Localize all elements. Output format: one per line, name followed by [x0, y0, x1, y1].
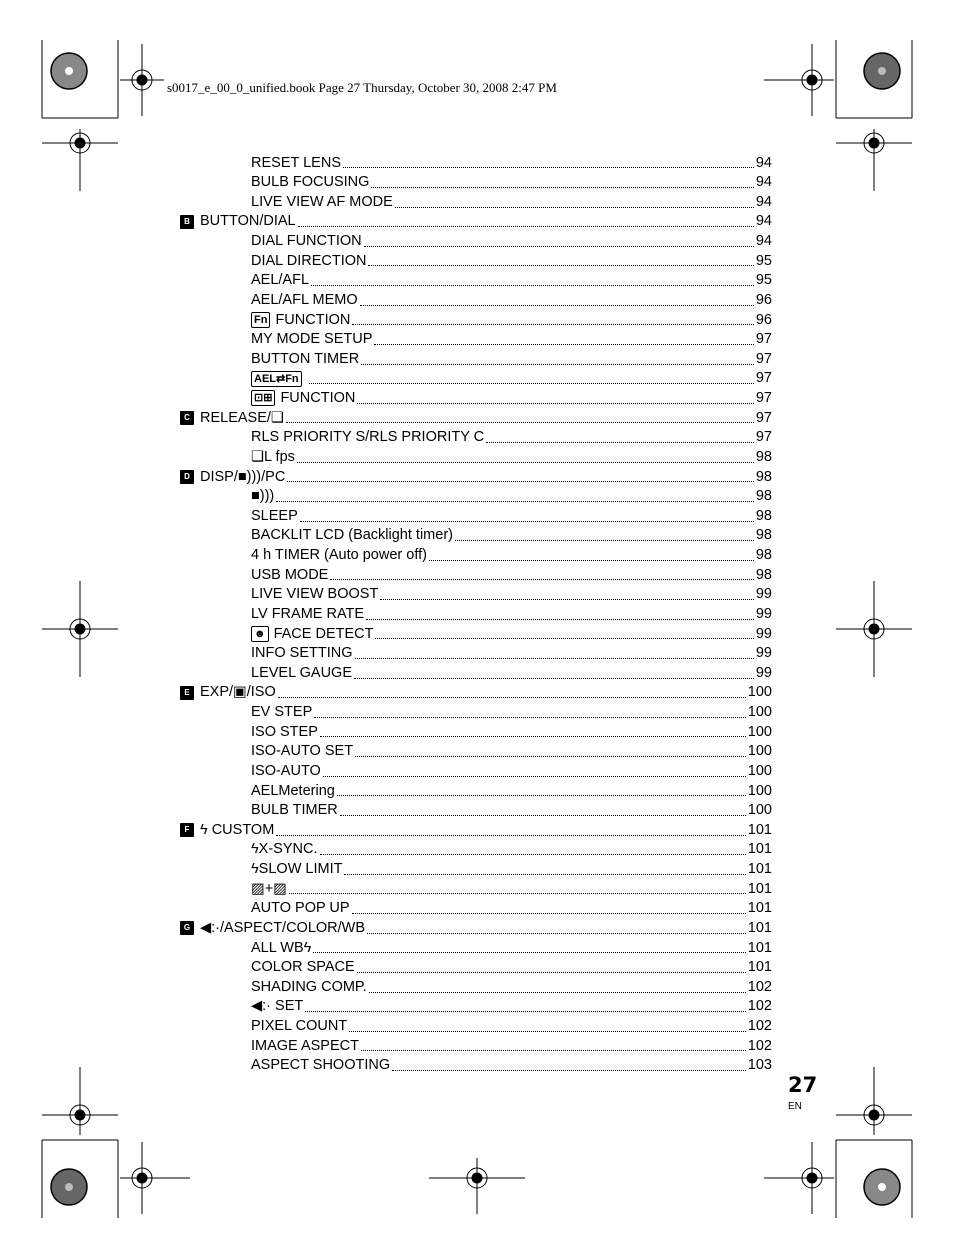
toc-label: INFO SETTING	[251, 645, 353, 662]
dot-leader	[309, 383, 754, 384]
dot-leader	[354, 678, 754, 679]
toc-subentry[interactable]	[180, 565, 772, 585]
toc-page-number: 101	[747, 841, 772, 858]
toc-subentry[interactable]	[180, 173, 772, 193]
toc-subentry[interactable]	[180, 447, 772, 467]
toc-page-number: 100	[747, 782, 772, 799]
toc-label: BULB FOCUSING	[251, 174, 370, 191]
toc-subentry[interactable]	[180, 487, 772, 507]
toc-page-number: 98	[755, 468, 772, 485]
toc-subentry[interactable]	[180, 290, 772, 310]
toc-page-number: 94	[755, 174, 772, 191]
toc-subentry[interactable]	[180, 761, 772, 781]
dot-leader	[305, 1011, 746, 1012]
toc-label: ISO STEP	[251, 723, 318, 740]
toc-subentry[interactable]	[180, 742, 772, 762]
toc-label: LIVE VIEW AF MODE	[251, 193, 393, 210]
toc-subentry[interactable]	[180, 428, 772, 448]
toc-page-number: 97	[755, 350, 772, 367]
print-header: s0017_e_00_0_unified.book Page 27 Thursday, October 30, 2008 2:47 PM	[167, 80, 557, 95]
toc-label: MY MODE SETUP	[251, 331, 373, 348]
button-icon: Fn	[251, 312, 270, 328]
toc-label: ◀:· SET	[251, 998, 304, 1015]
toc-page-number: 100	[747, 704, 772, 721]
dot-leader	[352, 324, 753, 325]
toc-subentry[interactable]	[180, 977, 772, 997]
toc-page-number: 94	[755, 213, 772, 230]
toc-subentry[interactable]	[180, 546, 772, 566]
dot-leader	[320, 736, 746, 737]
toc-label: ◀:·/ASPECT/COLOR/WB	[200, 919, 366, 936]
dot-leader	[357, 972, 746, 973]
toc-section[interactable]	[180, 918, 772, 938]
dot-leader	[429, 560, 754, 561]
dot-leader	[343, 167, 754, 168]
toc-page-number: 102	[747, 998, 772, 1015]
toc-page-number: 95	[755, 272, 772, 289]
dot-leader	[361, 364, 754, 365]
dot-leader	[278, 697, 746, 698]
dot-leader	[298, 226, 754, 227]
toc-label: LV FRAME RATE	[251, 605, 365, 622]
toc-label: 4 h TIMER (Auto power off)	[251, 547, 427, 564]
toc-label: ISO-AUTO	[251, 762, 321, 779]
toc-section[interactable]	[180, 212, 772, 232]
toc-page-number: 98	[755, 527, 772, 544]
toc-label: BACKLIT LCD (Backlight timer)	[251, 527, 453, 544]
dot-leader	[369, 992, 746, 993]
toc-label: ϟX-SYNC.	[251, 841, 318, 858]
toc-subentry[interactable]	[180, 860, 772, 880]
dot-leader	[361, 1050, 746, 1051]
toc-subentry[interactable]	[180, 879, 772, 899]
toc-page-number: 97	[755, 370, 772, 387]
toc-subentry[interactable]	[180, 781, 772, 801]
toc-page-number: 97	[755, 390, 772, 407]
toc-subentry[interactable]	[180, 369, 772, 389]
toc-label: ISO-AUTO SET	[251, 743, 354, 760]
toc-page-number: 94	[755, 233, 772, 250]
toc-subentry[interactable]	[180, 703, 772, 723]
dot-leader	[314, 717, 746, 718]
toc-page-number: 98	[755, 448, 772, 465]
dot-leader	[276, 835, 746, 836]
toc-subentry[interactable]	[180, 192, 772, 212]
toc-subentry[interactable]	[180, 251, 772, 271]
toc-label: LIVE VIEW BOOST	[251, 586, 379, 603]
toc-label: ❏L fps	[251, 448, 295, 465]
dot-leader	[375, 638, 753, 639]
dot-leader	[311, 285, 754, 286]
dot-leader	[287, 481, 754, 482]
dot-leader	[286, 422, 754, 423]
toc-subentry[interactable]	[180, 506, 772, 526]
toc-page-number: 101	[747, 919, 772, 936]
toc-subentry[interactable]	[180, 604, 772, 624]
toc-page-number: 99	[755, 645, 772, 662]
dot-leader	[364, 246, 754, 247]
dot-leader	[455, 540, 754, 541]
toc-page-number: 96	[755, 291, 772, 308]
dot-leader	[352, 913, 746, 914]
toc-label: BUTTON TIMER	[251, 350, 360, 367]
toc-subentry[interactable]	[180, 722, 772, 742]
toc-page-number: 95	[755, 252, 772, 269]
toc-label: USB MODE	[251, 566, 329, 583]
language-code: EN	[788, 1101, 802, 1112]
toc-subentry[interactable]	[180, 526, 772, 546]
toc-subentry[interactable]	[180, 840, 772, 860]
dot-leader	[340, 815, 746, 816]
toc-page-number: 101	[747, 959, 772, 976]
toc-label: ▨+▨	[251, 880, 287, 897]
toc-label: ■)))	[251, 488, 275, 505]
toc-page-number: 101	[747, 900, 772, 917]
toc-label: ϟSLOW LIMIT	[251, 861, 343, 878]
toc-page-number: 97	[755, 331, 772, 348]
toc-subentry[interactable]	[180, 997, 772, 1017]
section-tab-icon: B	[180, 215, 194, 229]
toc-page-number: 102	[747, 1018, 772, 1035]
toc-label: RESET LENS	[251, 154, 341, 171]
toc-page-number: 98	[755, 547, 772, 564]
toc-page-number: 100	[747, 723, 772, 740]
toc-subentry[interactable]	[180, 624, 772, 644]
toc-page-number: 103	[747, 1057, 772, 1074]
toc-page-number: 99	[755, 605, 772, 622]
section-tab-icon: F	[180, 823, 194, 837]
toc-subentry[interactable]	[180, 1036, 772, 1056]
toc-subentry[interactable]	[180, 899, 772, 919]
toc-page-number: 100	[747, 802, 772, 819]
toc-page-number: 98	[755, 507, 772, 524]
toc-page-number: 101	[747, 880, 772, 897]
toc-label: FUNCTION	[280, 390, 356, 407]
dot-leader	[297, 462, 754, 463]
dot-leader	[320, 854, 746, 855]
toc-page-number: 101	[747, 861, 772, 878]
dot-leader	[289, 893, 746, 894]
dot-leader	[395, 207, 754, 208]
toc-page-number: 94	[755, 193, 772, 210]
toc-label: LEVEL GAUGE	[251, 664, 353, 681]
dot-leader	[300, 521, 754, 522]
toc-label: IMAGE ASPECT	[251, 1037, 359, 1054]
toc-label: ALL WBϟ	[251, 939, 312, 956]
toc-label: COLOR SPACE	[251, 959, 355, 976]
toc-label: FUNCTION	[275, 311, 351, 328]
toc-page-number: 99	[755, 664, 772, 681]
toc-page-number: 99	[755, 625, 772, 642]
toc-subentry[interactable]	[180, 1056, 772, 1076]
toc-subentry[interactable]	[180, 958, 772, 978]
toc-subentry[interactable]	[180, 938, 772, 958]
dot-leader	[323, 776, 746, 777]
toc-label: DISP/■)))/PC	[200, 468, 286, 485]
dot-leader	[337, 795, 746, 796]
table-of-contents	[180, 153, 772, 1075]
toc-section[interactable]	[180, 820, 772, 840]
toc-page-number: 101	[747, 939, 772, 956]
toc-page-number: 100	[747, 743, 772, 760]
section-tab-icon: G	[180, 921, 194, 935]
dot-leader	[360, 305, 754, 306]
dot-leader	[313, 952, 745, 953]
toc-label: SLEEP	[251, 507, 298, 524]
dot-leader	[276, 501, 754, 502]
dot-leader	[368, 265, 753, 266]
dot-leader	[367, 933, 746, 934]
toc-subentry[interactable]	[180, 663, 772, 683]
section-tab-icon: C	[180, 411, 194, 425]
toc-subentry[interactable]	[180, 232, 772, 252]
toc-page-number: 96	[755, 311, 772, 328]
dot-leader	[374, 344, 753, 345]
toc-section[interactable]	[180, 683, 772, 703]
toc-label: RLS PRIORITY S/RLS PRIORITY C	[251, 429, 485, 446]
toc-label: EV STEP	[251, 704, 313, 721]
section-tab-icon: E	[180, 686, 194, 700]
toc-label: FACE DETECT	[273, 625, 374, 642]
toc-page-number: 98	[755, 488, 772, 505]
toc-subentry[interactable]	[180, 389, 772, 409]
toc-page-number: 102	[747, 978, 772, 995]
section-tab-icon: D	[180, 470, 194, 484]
dot-leader	[349, 1031, 746, 1032]
button-icon: ☻	[251, 626, 269, 642]
dot-leader	[357, 403, 754, 404]
toc-page-number: 99	[755, 586, 772, 603]
toc-label: AEL/AFL MEMO	[251, 291, 358, 308]
toc-section[interactable]	[180, 408, 772, 428]
toc-label: BUTTON/DIAL	[200, 213, 296, 230]
dot-leader	[344, 874, 745, 875]
toc-subentry[interactable]	[180, 1017, 772, 1037]
toc-label: DIAL DIRECTION	[251, 252, 367, 269]
toc-page-number: 100	[747, 684, 772, 701]
toc-label: EXP/▣/ISO	[200, 684, 276, 701]
toc-subentry[interactable]	[180, 349, 772, 369]
toc-label: ϟ CUSTOM	[200, 821, 275, 838]
dot-leader	[366, 619, 754, 620]
toc-page-number: 97	[755, 409, 772, 426]
toc-page-number: 102	[747, 1037, 772, 1054]
toc-label: DIAL FUNCTION	[251, 233, 362, 250]
dot-leader	[380, 599, 754, 600]
dot-leader	[371, 187, 753, 188]
toc-label: AUTO POP UP	[251, 900, 350, 917]
button-icon: AEL⇄Fn	[251, 371, 302, 387]
toc-subentry[interactable]	[180, 801, 772, 821]
toc-subentry[interactable]	[180, 271, 772, 291]
toc-label: RELEASE/❏	[200, 409, 284, 426]
toc-page-number: 101	[747, 821, 772, 838]
toc-subentry[interactable]	[180, 153, 772, 173]
toc-page-number: 98	[755, 566, 772, 583]
dot-leader	[355, 756, 746, 757]
button-icon: ⊡⊞	[251, 390, 275, 406]
toc-label: BULB TIMER	[251, 802, 338, 819]
toc-label: AEL/AFL	[251, 272, 310, 289]
toc-subentry[interactable]	[180, 330, 772, 350]
toc-subentry[interactable]	[180, 644, 772, 664]
toc-label: SHADING COMP.	[251, 978, 367, 995]
toc-page-number: 100	[747, 762, 772, 779]
toc-label: ASPECT SHOOTING	[251, 1057, 391, 1074]
dot-leader	[486, 442, 754, 443]
toc-subentry[interactable]	[180, 310, 772, 330]
toc-label: PIXEL COUNT	[251, 1018, 348, 1035]
dot-leader	[355, 658, 754, 659]
page-number: 27	[788, 1073, 818, 1097]
toc-page-number: 97	[755, 429, 772, 446]
dot-leader	[330, 579, 754, 580]
toc-page-number: 94	[755, 154, 772, 171]
toc-section[interactable]	[180, 467, 772, 487]
dot-leader	[392, 1070, 746, 1071]
toc-subentry[interactable]	[180, 585, 772, 605]
toc-label: AELMetering	[251, 782, 335, 799]
